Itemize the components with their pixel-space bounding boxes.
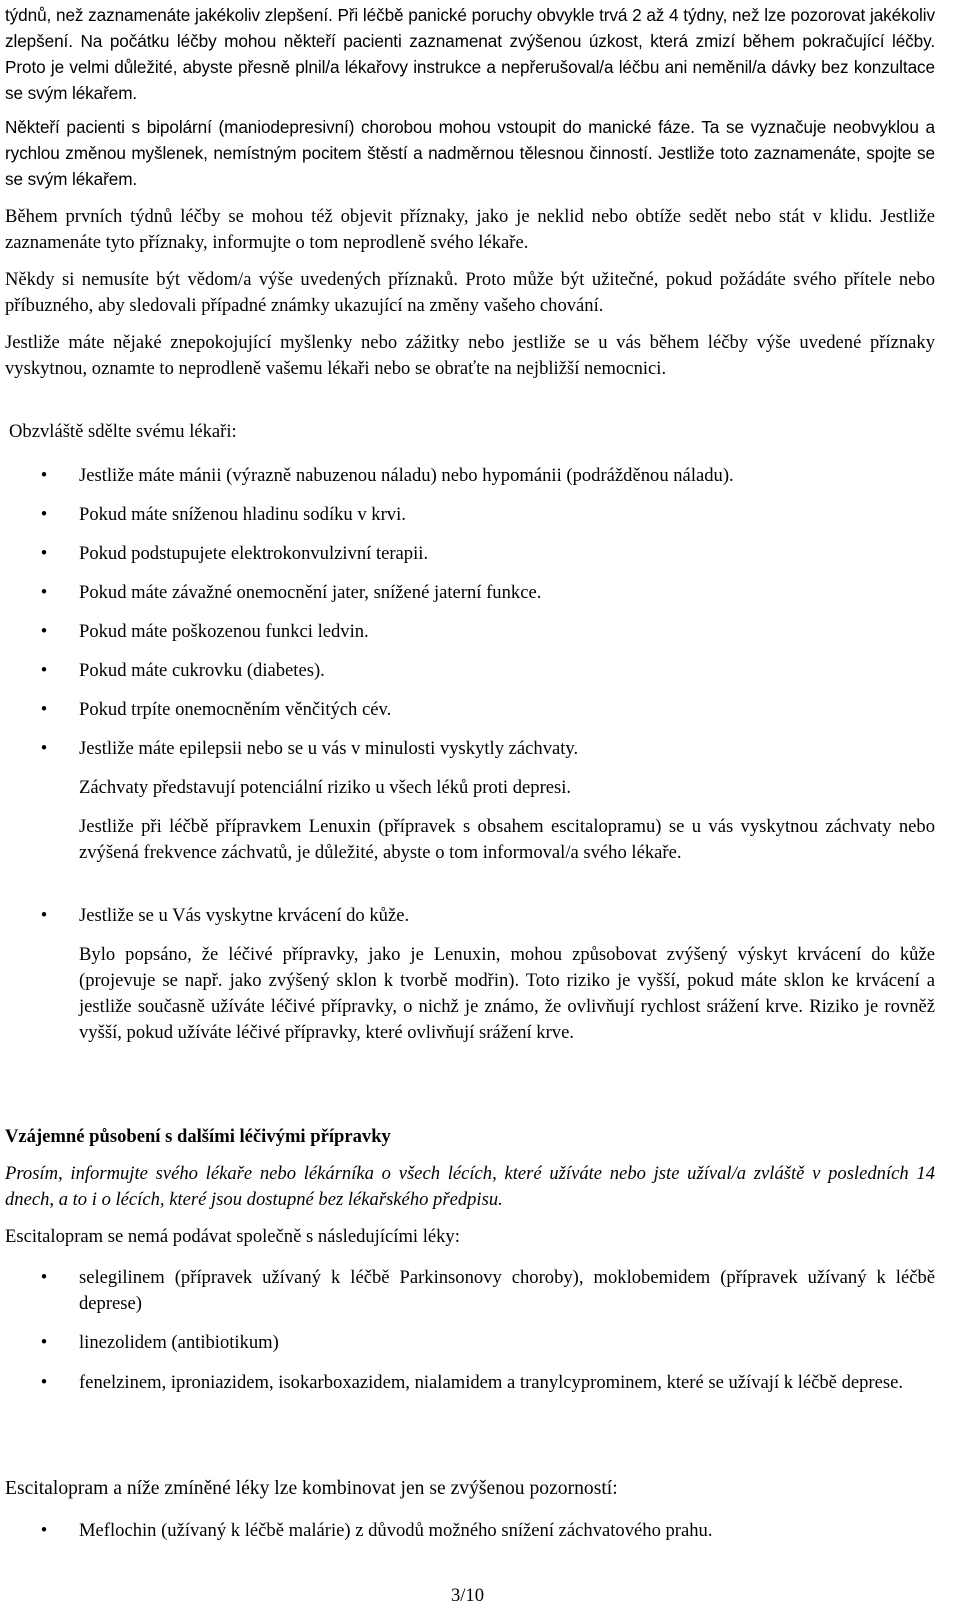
list-item-text: Pokud máte poškozenou funkci ledvin.	[79, 621, 369, 642]
bleeding-bullet: Jestliže se u Vás vyskytne krvácení do kůže.	[79, 905, 410, 926]
bullet-icon: •	[40, 1267, 48, 1288]
bleeding-note: Bylo popsáno, že léčivé přípravky, jako je Lenuxin, mohou způsobovat zvýšený výskyt krvácení do kůže (projevuje se např. jako zvýšený sklon k tvorbě modřin). Toto riziko je vyšší, pokud máte sklon ke krvácení a jestliže současně užíváte léčivé přípravky, o nichž je známo, že ovlivňují rychlost srážení krve. Riziko je rovněž vyšší, pokud užíváte léčivé přípravky, které ovlivňují srážení krve.	[79, 944, 935, 1043]
epilepsy-note-2: Jestliže při léčbě přípravkem Lenuxin (přípravek s obsahem escitalopramu) se u vás vyskytnou záchvaty nebo zvýšená frekvence záchvatů, je důležité, abyste o tom informoval/a svého lékaře.	[79, 816, 935, 863]
bullet-icon: •	[40, 582, 48, 603]
list-item-text: Pokud trpíte onemocněním věnčitých cév.	[79, 699, 392, 720]
list-item-text: Jestliže máte epilepsii nebo se u vás v minulosti vyskytly záchvaty.	[79, 738, 579, 759]
interactions-heading: Vzájemné působení s dalšími léčivými přípravky	[5, 1126, 391, 1147]
bullet-icon: •	[40, 1520, 48, 1541]
bullet-icon: •	[40, 504, 48, 525]
list-item-text: Pokud podstupujete elektrokonvulzivní terapii.	[79, 543, 429, 564]
intro-paragraph-1: týdnů, než zaznamenáte jakékoliv zlepšení. Při léčbě panické poruchy obvykle trvá 2 až 4 týdny, než lze pozorovat jakékoliv zlepšení. Na počátku léčby mohou někteří pacienti zaznamenat zvýšenou úzkost, která zmizí během pokračující léčby. Proto je velmi důležité, abyste přesně plnil/a lékařovy instrukce a nepřerušoval/a léčbu ani neměnil/a dávky bez konzultace se svým lékařem.	[5, 5, 935, 103]
interactions-italic-note: Prosím, informujte svého lékaře nebo lékárníka o všech lécích, které užíváte nebo jste užíval/a zvláště v posledních 14 dnech, a to i o lécích, které jsou dostupné bez lékařského předpisu.	[5, 1163, 935, 1210]
epilepsy-note-1: Záchvaty představují potenciální riziko u všech léků proti depresi.	[79, 777, 572, 798]
list-item-text: Pokud máte cukrovku (diabetes).	[79, 660, 325, 681]
bullet-icon: •	[40, 543, 48, 564]
list-item-text: Meflochin (užívaný k léčbě malárie) z důvodů možného snížení záchvatového prahu.	[79, 1520, 713, 1541]
list-item-text: selegilinem (přípravek užívaný k léčbě Parkinsonovy choroby), moklobemidem (přípravek užívaný k léčbě deprese)	[79, 1267, 935, 1314]
bullet-icon: •	[40, 1332, 48, 1353]
bullet-icon: •	[40, 660, 48, 681]
bullet-icon: •	[40, 465, 48, 486]
page-number: 3/10	[450, 1585, 485, 1606]
list-item-text: Pokud máte závažné onemocnění jater, snížené jaterní funkce.	[79, 582, 542, 603]
list-item-text: Jestliže máte mánii (výrazně nabuzenou náladu) nebo hypománii (podrážděnou náladu).	[79, 465, 734, 486]
bullet-icon: •	[40, 905, 48, 926]
not-with-intro: Escitalopram se nemá podávat společně s následujícími léky:	[5, 1226, 460, 1247]
intro-paragraph-6: Obzvláště sdělte svému lékaři:	[9, 421, 237, 442]
intro-paragraph-4: Někdy si nemusíte být vědom/a výše uvedených příznaků. Proto může být užitečné, pokud požádáte svého přítele nebo příbuzného, aby sledovali případné známky ukazující na změny vašeho chování.	[5, 269, 935, 316]
caution-intro: Escitalopram a níže zmíněné léky lze kombinovat jen se zvýšenou pozorností:	[5, 1478, 618, 1499]
bullet-icon: •	[40, 738, 48, 759]
bullet-icon: •	[40, 699, 48, 720]
intro-paragraph-5: Jestliže máte nějaké znepokojující myšlenky nebo zážitky nebo jestliže se u vás během léčby výše uvedené příznaky vyskytnou, oznamte to neprodleně vašemu lékaři nebo se obraťte na nejbližší nemocnici.	[5, 332, 935, 379]
bullet-icon: •	[40, 1372, 48, 1393]
intro-paragraph-2: Někteří pacienti s bipolární (maniodepresivní) chorobou mohou vstoupit do manické fáze. Ta se vyznačuje neobvyklou a rychlou změnou myšlenek, nemístným pocitem štěstí a nadměrnou tělesnou činností. Jestliže toto zaznamenáte, spojte se se svým lékařem.	[5, 117, 935, 189]
list-item-text: Pokud máte sníženou hladinu sodíku v krvi.	[79, 504, 406, 525]
intro-paragraph-3: Během prvních týdnů léčby se mohou též objevit příznaky, jako je neklid nebo obtíže sedět nebo stát v klidu. Jestliže zaznamenáte tyto příznaky, informujte o tom neprodleně svého lékaře.	[5, 206, 935, 253]
list-item-text: linezolidem (antibiotikum)	[79, 1332, 279, 1353]
bullet-icon: •	[40, 621, 48, 642]
list-item-text: fenelzinem, iproniazidem, isokarboxazidem, nialamidem a tranylcyprominem, které se užívají k léčbě deprese.	[79, 1372, 903, 1393]
